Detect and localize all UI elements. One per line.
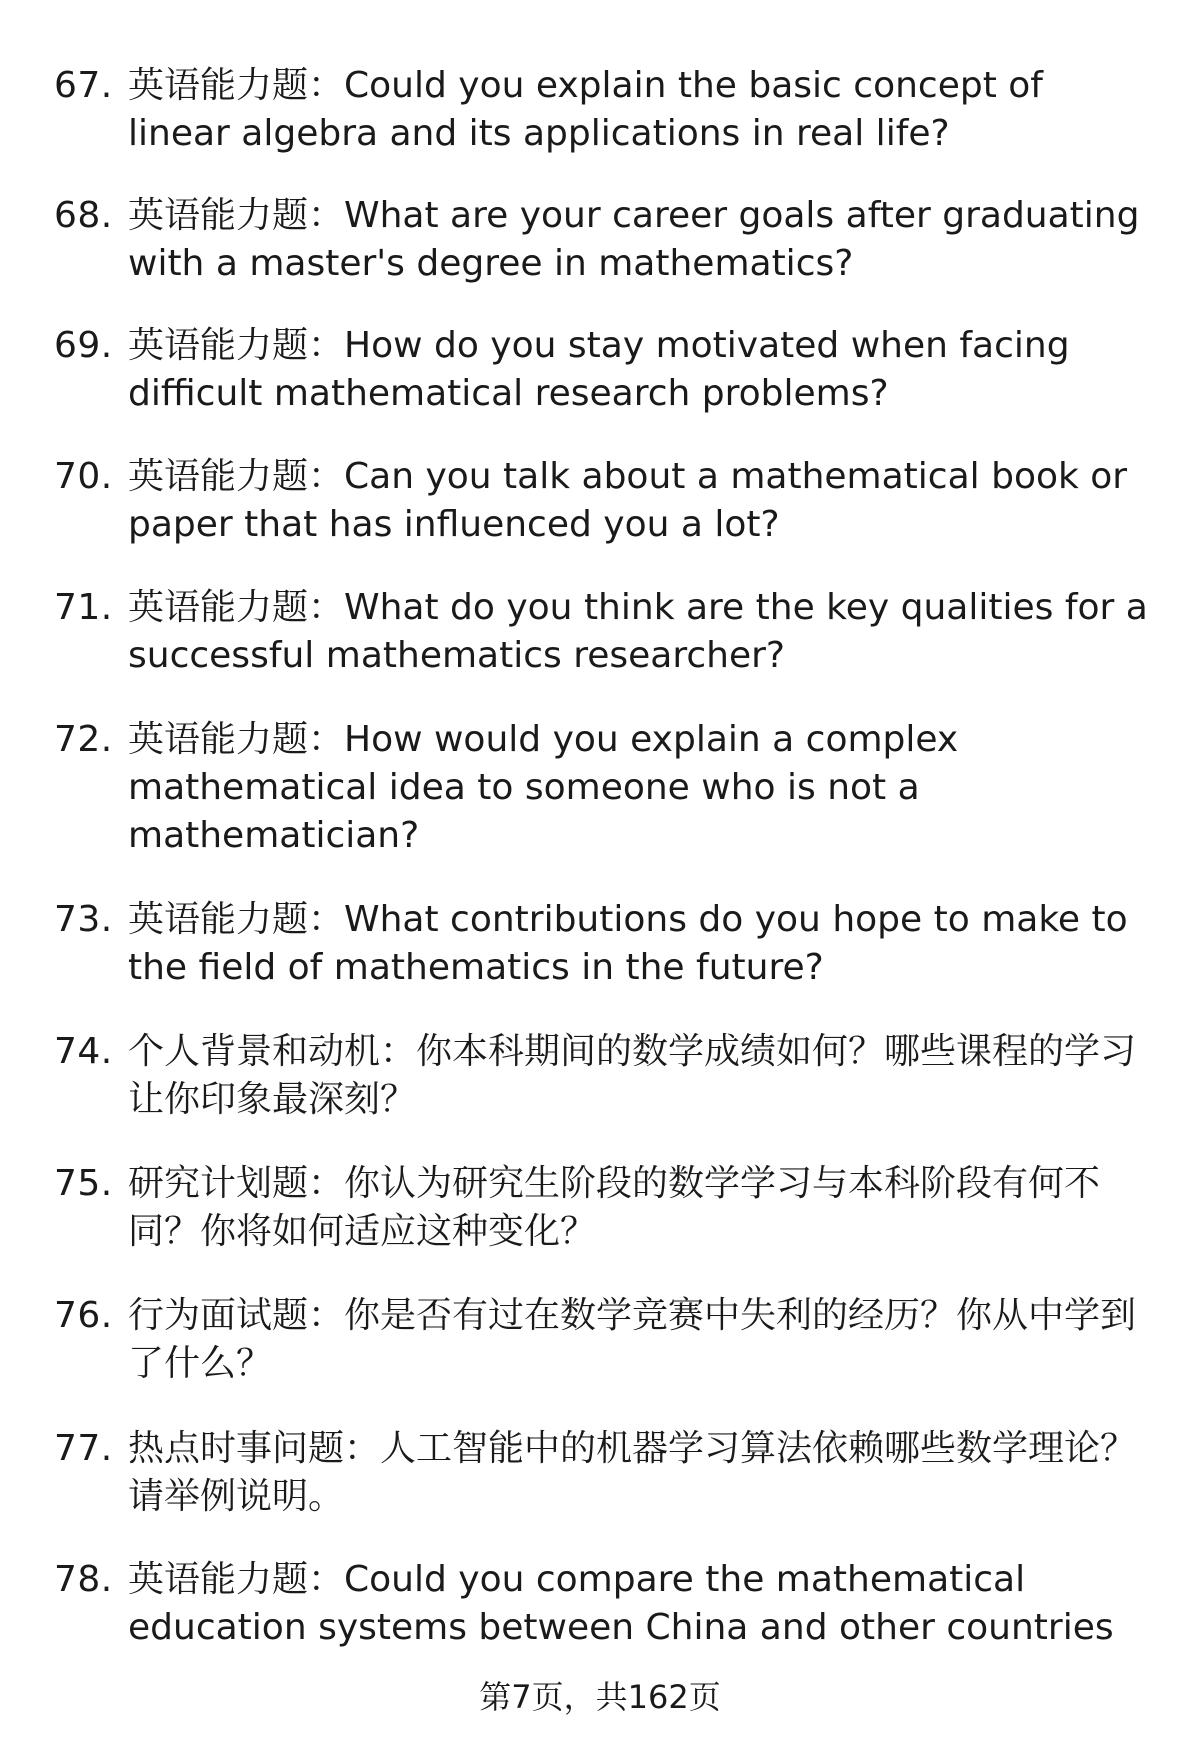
question-text: 个人背景和动机：你本科期间的数学成绩如何？哪些课程的学习让你印象最深刻？ bbox=[128, 1031, 1137, 1120]
question-number: 68. bbox=[54, 195, 113, 236]
question-number: 75. bbox=[54, 1163, 113, 1204]
question-text: 英语能力题：Could you compare the mathematical education systems between China and other countries bbox=[128, 1559, 1114, 1648]
question-number: 74. bbox=[54, 1031, 113, 1072]
question-number: 78. bbox=[54, 1559, 113, 1600]
page-footer: 第7页，共162页 bbox=[479, 1678, 721, 1716]
question-text: 行为面试题：你是否有过在数学竞赛中失利的经历？你从中学到了什么？ bbox=[128, 1295, 1137, 1384]
question-number: 70. bbox=[54, 456, 113, 497]
question-text: 英语能力题：How do you stay motivated when facing difficult mathematical research problems? bbox=[128, 325, 1070, 414]
question-text: 热点时事问题：人工智能中的机器学习算法依赖哪些数学理论？请举例说明。 bbox=[128, 1428, 1137, 1517]
question-text: 英语能力题：How would you explain a complex mathematical idea to someone who is not a mathematician? bbox=[128, 719, 959, 856]
question-number: 69. bbox=[54, 325, 113, 366]
question-text: 英语能力题：Could you explain the basic concept of linear algebra and its applications in real life? bbox=[128, 65, 1043, 154]
question-number: 67. bbox=[54, 65, 113, 106]
question-text: 英语能力题：What are your career goals after graduating with a master's degree in mathematics? bbox=[128, 195, 1140, 284]
question-number: 72. bbox=[54, 719, 113, 760]
question-text: 英语能力题：What do you think are the key qualities for a successful mathematics researcher? bbox=[128, 587, 1148, 676]
question-text: 英语能力题：Can you talk about a mathematical book or paper that has influenced you a lot? bbox=[128, 456, 1128, 545]
question-number: 76. bbox=[54, 1295, 113, 1336]
question-number: 73. bbox=[54, 899, 113, 940]
question-number: 71. bbox=[54, 587, 113, 628]
question-text: 英语能力题：What contributions do you hope to make to the field of mathematics in the future? bbox=[128, 899, 1128, 988]
question-text: 研究计划题：你认为研究生阶段的数学学习与本科阶段有何不同？你将如何适应这种变化？ bbox=[128, 1163, 1101, 1252]
question-number: 77. bbox=[54, 1428, 113, 1469]
